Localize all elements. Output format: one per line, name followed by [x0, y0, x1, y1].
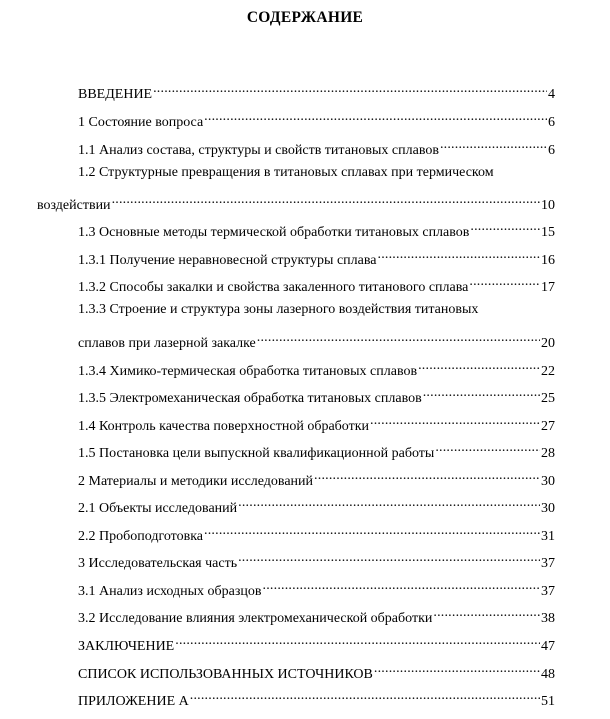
toc-entry-page: 16	[541, 253, 555, 268]
toc-entry-3[interactable]	[78, 549, 555, 571]
toc-entry-page: 30	[541, 501, 555, 516]
toc-leader-dots	[204, 522, 540, 540]
toc-entry-title: 2.2 Пробоподготовка	[78, 529, 204, 544]
toc-entry-1[interactable]	[78, 108, 555, 130]
toc-entry-page: 28	[541, 446, 555, 461]
toc-leader-dots	[378, 246, 541, 264]
toc-leader-dots	[470, 218, 540, 236]
toc-entry-page: 25	[541, 391, 555, 406]
toc-entry-title: 1.3.4 Химико-термическая обработка титановых сплавов	[78, 364, 418, 379]
toc-entry-appendix-a[interactable]	[78, 687, 555, 709]
toc-entry-1-3-4[interactable]	[78, 357, 555, 379]
toc-entry-1-3-3-line1[interactable]: 1.3.3 Строение и структура зоны лазерного воздействия титановых	[78, 302, 479, 317]
toc-entry-title: 2 Материалы и методики исследований	[78, 474, 314, 489]
toc-entry-title: 1 Состояние вопроса	[78, 115, 204, 130]
toc-entry-1-3[interactable]	[78, 218, 555, 240]
toc-entry-title: 3.1 Анализ исходных образцов	[78, 584, 262, 599]
toc-entry-1-3-3[interactable]	[78, 329, 555, 351]
toc-leader-dots	[469, 273, 540, 291]
toc-leader-dots	[374, 660, 540, 678]
toc-leader-dots	[423, 384, 540, 402]
page-title: СОДЕРЖАНИЕ	[246, 9, 364, 26]
toc-entry-3-2[interactable]	[78, 604, 555, 626]
toc-entry-1-3-5[interactable]	[78, 384, 555, 406]
toc-leader-dots	[314, 467, 540, 485]
toc-entry-title: ПРИЛОЖЕНИЕ А	[78, 694, 189, 709]
toc-entry-1-3-2[interactable]	[78, 273, 555, 295]
toc-entry-2-2[interactable]	[78, 522, 555, 544]
toc-entry-title: 1.3.5 Электромеханическая обработка титановых сплавов	[78, 391, 422, 406]
toc-entry-title: 1.1 Анализ состава, структуры и свойств титановых сплавов	[78, 143, 439, 158]
toc-leader-dots	[435, 439, 540, 457]
toc-leader-dots	[190, 687, 540, 705]
toc-entry-references[interactable]	[78, 660, 555, 682]
toc-entry-title: ЗАКЛЮЧЕНИЕ	[78, 639, 175, 654]
toc-entry-page: 17	[541, 280, 555, 295]
toc-entry-page: 10	[541, 198, 555, 213]
toc-entry-1-5[interactable]	[78, 439, 555, 461]
toc-entry-page: 37	[541, 556, 555, 571]
toc-leader-dots	[440, 136, 547, 154]
toc-entry-title: 1.5 Постановка цели выпускной квалификационной работы	[78, 446, 435, 461]
toc-entry-page: 38	[541, 611, 555, 626]
toc-entry-2[interactable]	[78, 467, 555, 489]
toc-entry-title: 1.3 Основные методы термической обработки титановых сплавов	[78, 225, 470, 240]
toc-leader-dots	[238, 549, 540, 567]
toc-leader-dots	[238, 494, 540, 512]
toc-leader-dots	[153, 80, 547, 98]
toc-entry-page: 6	[548, 115, 555, 130]
toc-entry-page: 4	[548, 87, 555, 102]
toc-leader-dots	[433, 604, 540, 622]
toc-leader-dots	[175, 632, 540, 650]
toc-entry-page: 37	[541, 584, 555, 599]
toc-entry-2-1[interactable]	[78, 494, 555, 516]
toc-leader-dots	[112, 191, 540, 209]
toc-entry-1-2-line1[interactable]: 1.2 Структурные превращения в титановых сплавах при термическом	[78, 165, 494, 180]
toc-entry-title: 1.3.1 Получение неравновесной структуры сплава	[78, 253, 377, 268]
toc-leader-dots	[257, 329, 540, 347]
toc-entry-title: ВВЕДЕНИЕ	[78, 87, 153, 102]
toc-entry-title: 1.4 Контроль качества поверхностной обработки	[78, 419, 370, 434]
toc-entry-title: 1.3.2 Способы закалки и свойства закаленного титанового сплава	[78, 280, 469, 295]
toc-entry-1-3-1[interactable]	[78, 246, 555, 268]
toc-leader-dots	[418, 357, 540, 375]
toc-entry-page: 31	[541, 529, 555, 544]
toc-leader-dots	[204, 108, 547, 126]
toc-entry-title: 2.1 Объекты исследований	[78, 501, 238, 516]
toc-entry-title: СПИСОК ИСПОЛЬЗОВАННЫХ ИСТОЧНИКОВ	[78, 667, 373, 682]
toc-entry-page: 20	[541, 336, 555, 351]
toc-entry-page: 47	[541, 639, 555, 654]
toc-entry-1-4[interactable]	[78, 412, 555, 434]
toc-entry-page: 27	[541, 419, 555, 434]
toc-entry-title: 3.2 Исследование влияния электромеханической обработки	[78, 611, 433, 626]
toc-entry-page: 51	[541, 694, 555, 709]
toc-leader-dots	[263, 577, 540, 595]
toc-entry-page: 15	[541, 225, 555, 240]
toc-entry-title: сплавов при лазерной закалке	[78, 336, 256, 351]
toc-entry-1-2[interactable]	[37, 191, 555, 213]
toc-entry-introduction[interactable]	[78, 80, 555, 102]
toc-entry-conclusion[interactable]	[78, 632, 555, 654]
toc-entry-1-1[interactable]	[78, 136, 555, 158]
toc-entry-title: воздействии	[37, 198, 111, 213]
toc-entry-3-1[interactable]	[78, 577, 555, 599]
toc-entry-page: 30	[541, 474, 555, 489]
toc-entry-title: 3 Исследовательская часть	[78, 556, 238, 571]
toc-entry-page: 22	[541, 364, 555, 379]
toc-leader-dots	[370, 412, 540, 430]
toc-entry-page: 48	[541, 667, 555, 682]
toc-entry-page: 6	[548, 143, 555, 158]
